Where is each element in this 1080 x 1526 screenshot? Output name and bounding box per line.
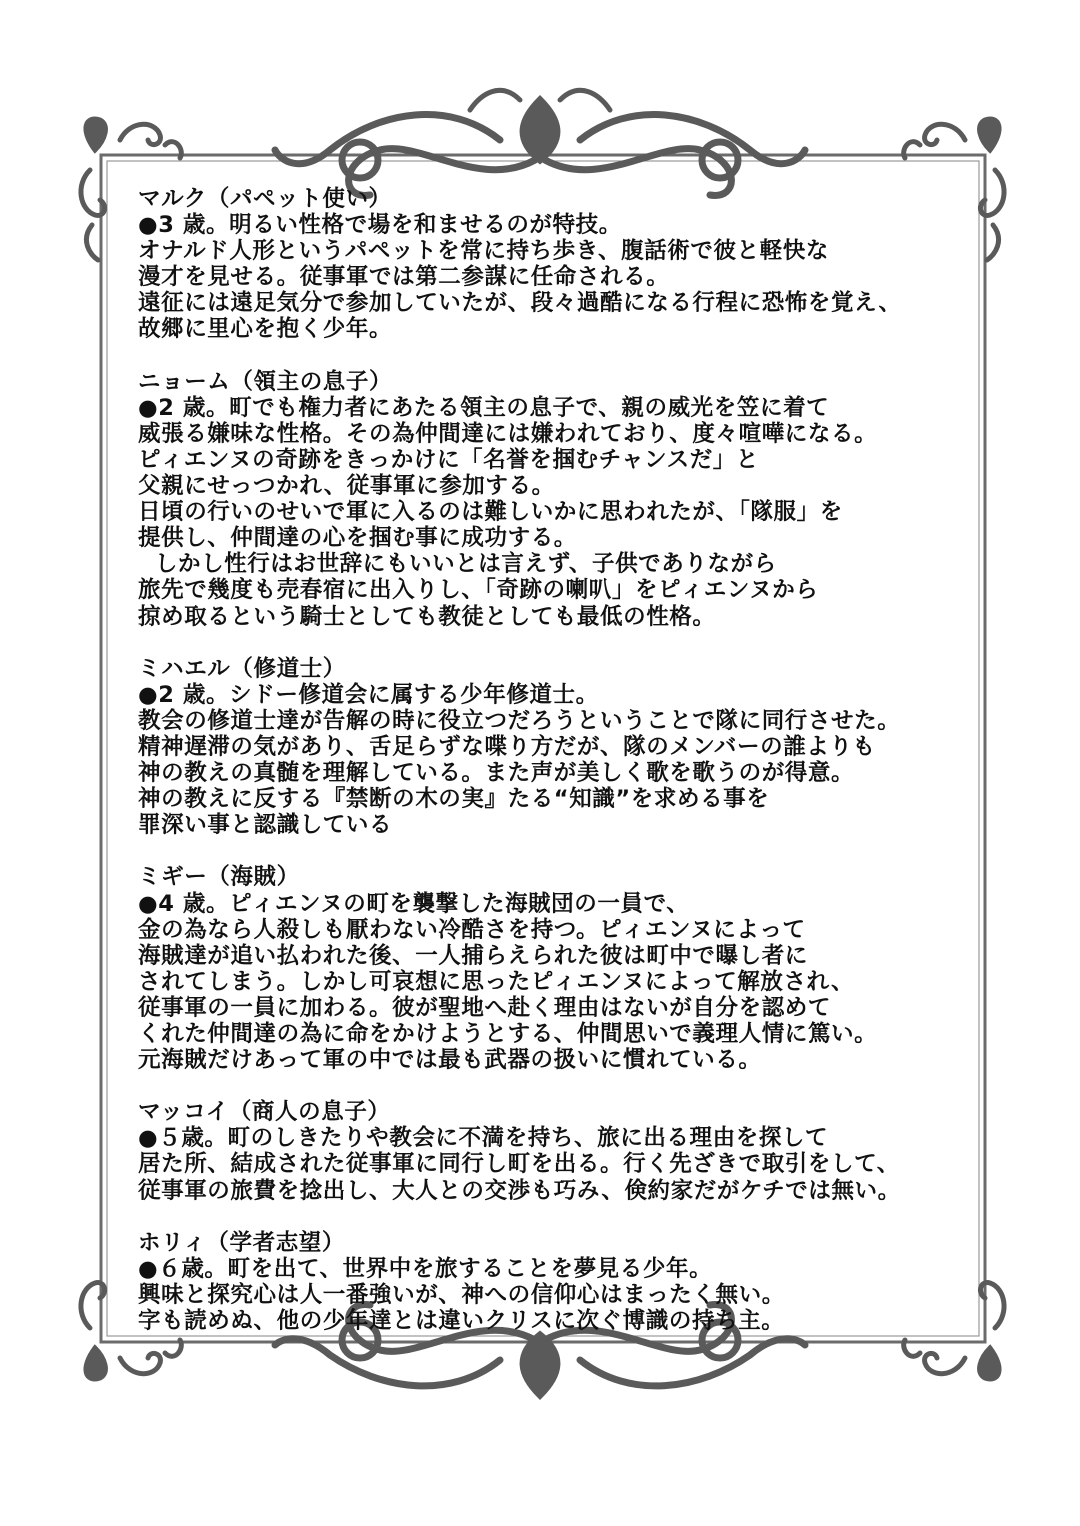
description-line: 興味と探究心は人一番強いが、神への信仰心はまったく無い。 — [138, 1281, 785, 1308]
description-line: 日頃の行いのせいで軍に入るのは難しいかに思われたが、「隊服」を — [138, 499, 843, 526]
description-line: オナルド人形というパペットを常に持ち歩き、腹話術で彼と軽快な — [138, 238, 829, 265]
description-line: ●６歳。町を出て、世界中を旅することを夢見る少年。 — [138, 1255, 713, 1282]
description-line: 故郷に里心を抱く少年。 — [138, 316, 393, 343]
description-line: 海賊達が追い払われた後、一人捕らえられた彼は町中で曝し者に — [138, 942, 808, 969]
character-section — [138, 186, 998, 343]
description-line: ●2 歳。シドー修道会に属する少年修道士。 — [138, 681, 599, 708]
character-name-heading: ニョーム（領主の息子） — [138, 368, 393, 395]
description-line: しかし性行はお世辞にもいいとは言えず、子供でありながら — [138, 551, 777, 578]
description-line: 遠征には遠足気分で参加していたが、段々過酷になる行程に恐怖を覚え、 — [138, 290, 902, 317]
character-section — [138, 1230, 998, 1334]
description-line: 元海賊だけあって軍の中では最も武器の扱いに慣れている。 — [138, 1047, 762, 1074]
description-line: 威張る嫌味な性格。その為仲間達には嫌われており、度々喧嘩になる。 — [138, 420, 878, 447]
section-spacer — [138, 1204, 998, 1230]
character-descriptions — [138, 186, 998, 1334]
description-line: 神の教えの真髄を理解している。また声が美しく歌を歌うのが得意。 — [138, 760, 855, 787]
character-section — [138, 864, 998, 1073]
character-name-heading: ホリィ（学者志望） — [138, 1229, 346, 1256]
section-spacer — [138, 1073, 998, 1099]
description-line: 金の為なら人殺しも厭わない冷酷さを持つ。ピィエンヌによって — [138, 916, 806, 943]
character-name-heading: ミハエル（修道士） — [138, 655, 346, 682]
description-line: 精神遅滞の気があり、舌足らずな喋り方だが、隊のメンバーの誰よりも — [138, 733, 876, 760]
description-line: 神の教えに反する『禁断の木の実』たる“知識”を求める事を — [138, 786, 770, 813]
character-name-heading: マルク（パペット使い） — [138, 186, 392, 212]
description-line: 従事軍の一員に加わる。彼が聖地へ赴く理由はないが自分を認めて — [138, 994, 832, 1021]
section-spacer — [138, 838, 998, 864]
description-line: 提供し、仲間達の心を掴む事に成功する。 — [138, 525, 577, 552]
description-line: されてしまう。しかし可哀想に思ったピィエンヌによって解放され、 — [138, 968, 855, 995]
description-line: ●2 歳。町でも権力者にあたる領主の息子で、親の威光を笠に着て — [138, 394, 830, 421]
description-line: 従事軍の旅費を捻出し、大人との交渉も巧み、倹約家だがケチでは無い。 — [138, 1177, 901, 1204]
description-line: ●５歳。町のしきたりや教会に不満を持ち、旅に出る理由を探して — [138, 1125, 829, 1152]
character-section — [138, 656, 998, 839]
top-center-flourish-icon — [275, 90, 805, 195]
description-line: ピィエンヌの奇跡をきっかけに「名誉を掴むチャンスだ」と — [138, 446, 760, 473]
character-name-heading: ミギー（海賊） — [138, 864, 300, 891]
character-name-heading: マッコイ（商人の息子） — [138, 1099, 391, 1126]
description-line: 父親にせっつかれ、従事軍に参加する。 — [138, 473, 555, 500]
description-line: 居た所、結成された従事軍に同行し町を出る。行く先ざきで取引をして、 — [138, 1151, 900, 1178]
description-line: ●4 歳。ピィエンヌの町を襲撃した海賊団の一員で、 — [138, 890, 690, 917]
description-line: 教会の修道士達が告解の時に役立つだろうということで隊に同行させた。 — [138, 707, 901, 734]
description-line: 罪深い事と認識している — [138, 812, 393, 839]
section-spacer — [138, 630, 998, 656]
description-line: 旅先で幾度も売春宿に出入りし、「奇跡の喇叭」をピィエンヌから — [138, 577, 819, 604]
description-line: くれた仲間達の為に命をかけようとする、仲間思いで義理人情に篤い。 — [138, 1021, 878, 1047]
description-line: 字も読めぬ、他の少年達とは違いクリスに次ぐ博識の持ち主。 — [138, 1308, 785, 1335]
description-line: ●3 歳。明るい性格で場を和ませるのが特技。 — [138, 212, 622, 239]
character-section — [138, 369, 998, 630]
character-section — [138, 1099, 998, 1203]
section-spacer — [138, 343, 998, 369]
description-line: 掠め取るという騎士としても教徒としても最低の性格。 — [138, 603, 716, 630]
description-line: 漫才を見せる。従事軍では第二参謀に任命される。 — [138, 264, 670, 291]
